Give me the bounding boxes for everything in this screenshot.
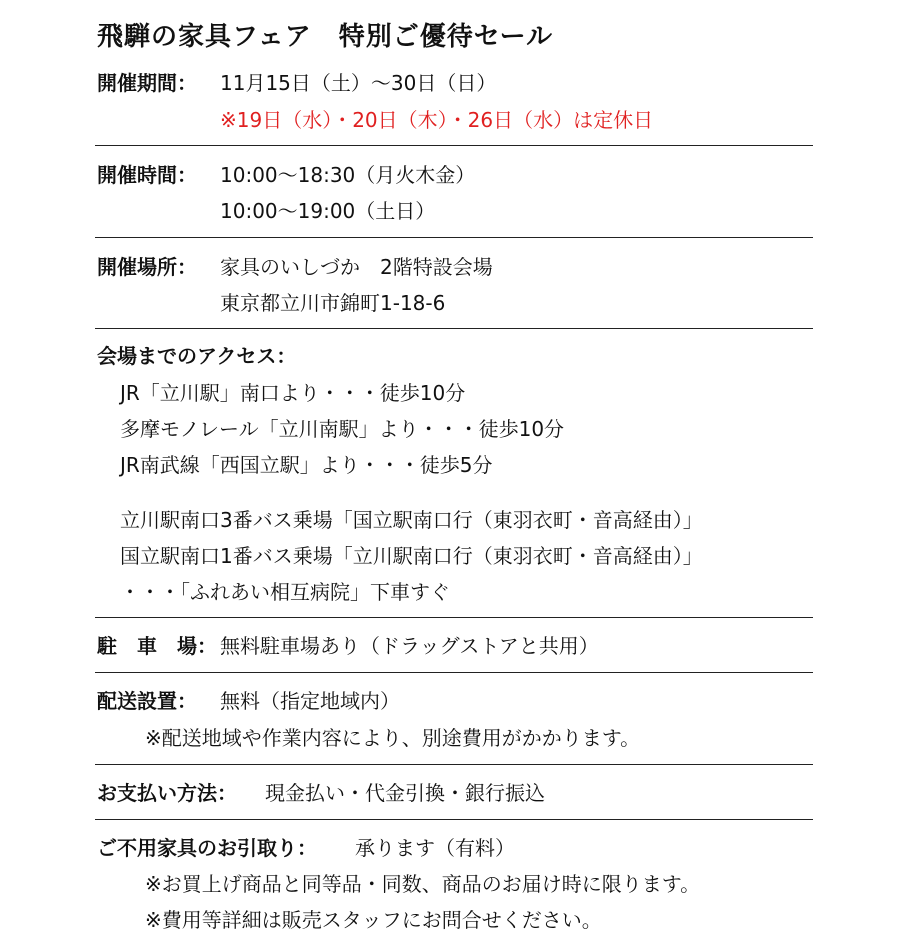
divider xyxy=(95,237,813,238)
divider xyxy=(95,145,813,146)
access-train-1: JR「立川駅」南口より・・・徒歩10分 xyxy=(120,381,466,405)
pickup-note-2: ※費用等詳細は販売スタッフにお問合せください。 xyxy=(145,908,602,932)
access-bus-2: 国立駅南口1番バス乗場「立川駅南口行（東羽衣町・音高経由）」 xyxy=(120,544,703,568)
delivery-value: 無料（指定地域内） xyxy=(220,689,400,713)
hours-weekend: 10:00～19:00（土日） xyxy=(220,199,436,223)
venue-label: 開催場所： xyxy=(97,255,197,279)
period-value: 11月15日（土）～30日（日） xyxy=(220,71,497,95)
period-label: 開催期間： xyxy=(97,71,197,95)
parking-value: 無料駐車場あり（ドラッグストアと共用） xyxy=(220,634,599,658)
delivery-label: 配送設置： xyxy=(97,689,197,713)
page-title: 飛騨の家具フェア 特別ご優待セール xyxy=(97,22,554,52)
access-bus-3: ・・・「ふれあい相互病院」下車すぐ xyxy=(120,580,450,604)
venue-address: 東京都立川市錦町1-18-6 xyxy=(220,291,446,315)
divider xyxy=(95,672,813,673)
delivery-note: ※配送地域や作業内容により、別途費用がかかります。 xyxy=(145,726,641,750)
hours-label: 開催時間： xyxy=(97,163,197,187)
parking-label: 駐 車 場： xyxy=(97,634,217,658)
divider xyxy=(95,617,813,618)
access-label: 会場までのアクセス： xyxy=(97,344,297,368)
payment-value: 現金払い・代金引換・銀行振込 xyxy=(265,781,545,805)
access-train-3: JR南武線「西国立駅」より・・・徒歩5分 xyxy=(120,453,493,477)
payment-label: お支払い方法： xyxy=(97,781,237,805)
divider xyxy=(95,764,813,765)
hours-weekday: 10:00～18:30（月火木金） xyxy=(220,163,476,187)
divider xyxy=(95,328,813,329)
divider xyxy=(95,819,813,820)
pickup-note-1: ※お買上げ商品と同等品・同数、商品のお届け時に限ります。 xyxy=(145,872,701,896)
pickup-value: 承ります（有料） xyxy=(355,836,515,860)
access-train-2: 多摩モノレール「立川南駅」より・・・徒歩10分 xyxy=(120,417,565,441)
access-bus-1: 立川駅南口3番バス乗場「国立駅南口行（東羽衣町・音高経由）」 xyxy=(120,508,703,532)
pickup-label: ご不用家具のお引取り： xyxy=(97,836,317,860)
venue-name: 家具のいしづか 2階特設会場 xyxy=(220,255,493,279)
holiday-note: ※19日（水）・20日（木）・26日（水）は定休日 xyxy=(220,108,654,132)
